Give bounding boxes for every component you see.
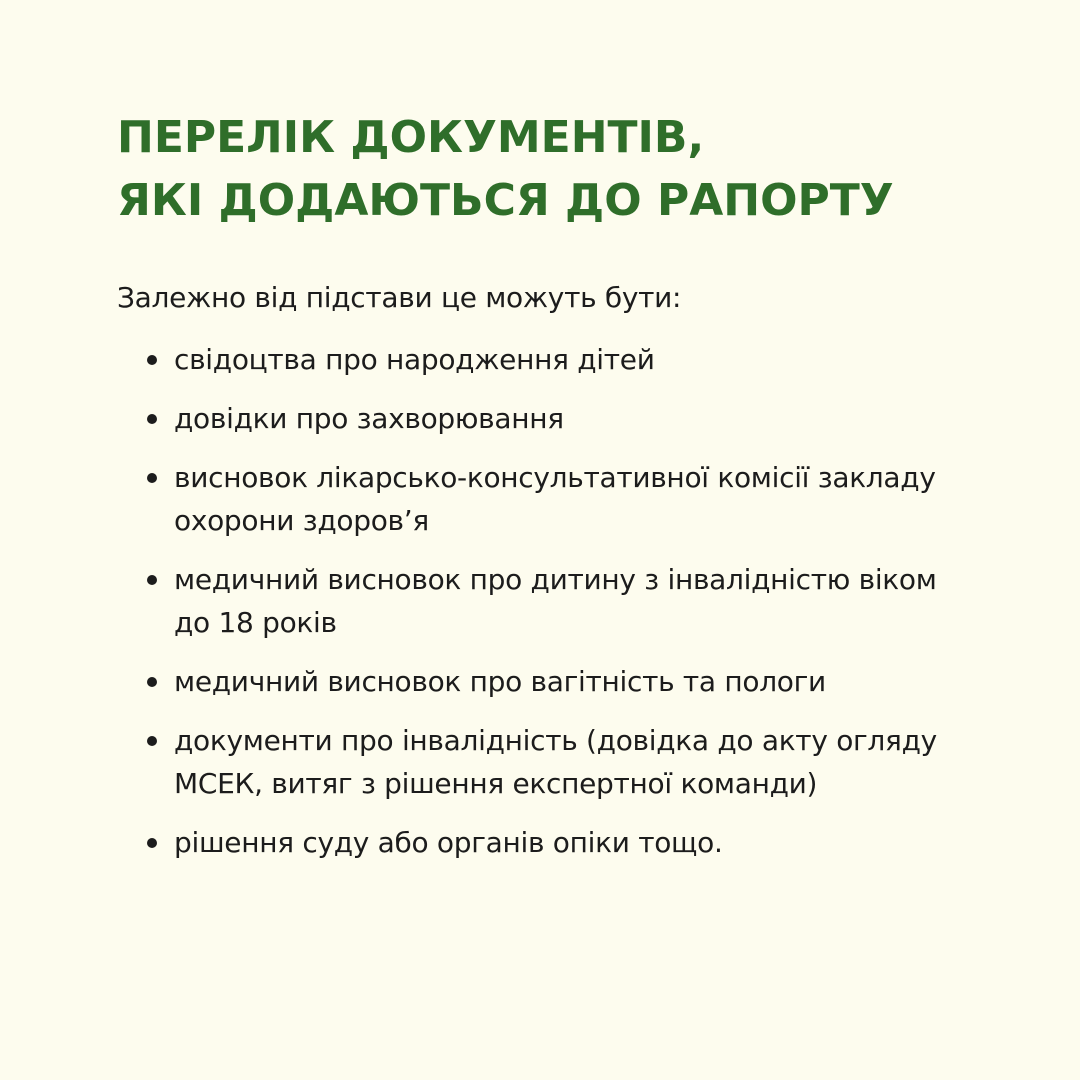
title-line-2: ЯКІ ДОДАЮТЬСЯ ДО РАПОРТУ bbox=[117, 175, 894, 226]
bullet-icon bbox=[147, 355, 157, 365]
page-title bbox=[117, 106, 977, 232]
list-item bbox=[117, 821, 977, 864]
bullet-icon bbox=[147, 473, 157, 483]
list-item bbox=[117, 397, 977, 440]
list-item-text: довідки про захворювання bbox=[174, 402, 564, 435]
list-item bbox=[117, 456, 977, 542]
list-item-text: свідоцтва про народження дітей bbox=[174, 343, 655, 376]
list-item bbox=[117, 719, 977, 805]
list-item-text: рішення суду або органів опіки тощо. bbox=[174, 826, 723, 859]
list-item-text: медичний висновок про вагітність та пологи bbox=[174, 665, 826, 698]
list-item bbox=[117, 660, 977, 703]
bullet-icon bbox=[147, 677, 157, 687]
document-page bbox=[117, 106, 977, 880]
list-item bbox=[117, 338, 977, 381]
list-item bbox=[117, 558, 977, 644]
list-item-text: висновок лікарсько-консультативної комісії закладу охорони здоров’я bbox=[174, 461, 936, 537]
documents-list bbox=[117, 338, 977, 864]
list-item-text: документи про інвалідність (довідка до акту огляду МСЕК, витяг з рішення експертної команди) bbox=[174, 724, 937, 800]
list-item-text: медичний висновок про дитину з інвалідністю віком до 18 років bbox=[174, 563, 937, 639]
bullet-icon bbox=[147, 838, 157, 848]
bullet-icon bbox=[147, 575, 157, 585]
intro-text: Залежно від підстави це можуть бути: bbox=[117, 281, 682, 314]
bullet-icon bbox=[147, 736, 157, 746]
title-line-1: ПЕРЕЛІК ДОКУМЕНТІВ, bbox=[117, 112, 705, 163]
bullet-icon bbox=[147, 414, 157, 424]
